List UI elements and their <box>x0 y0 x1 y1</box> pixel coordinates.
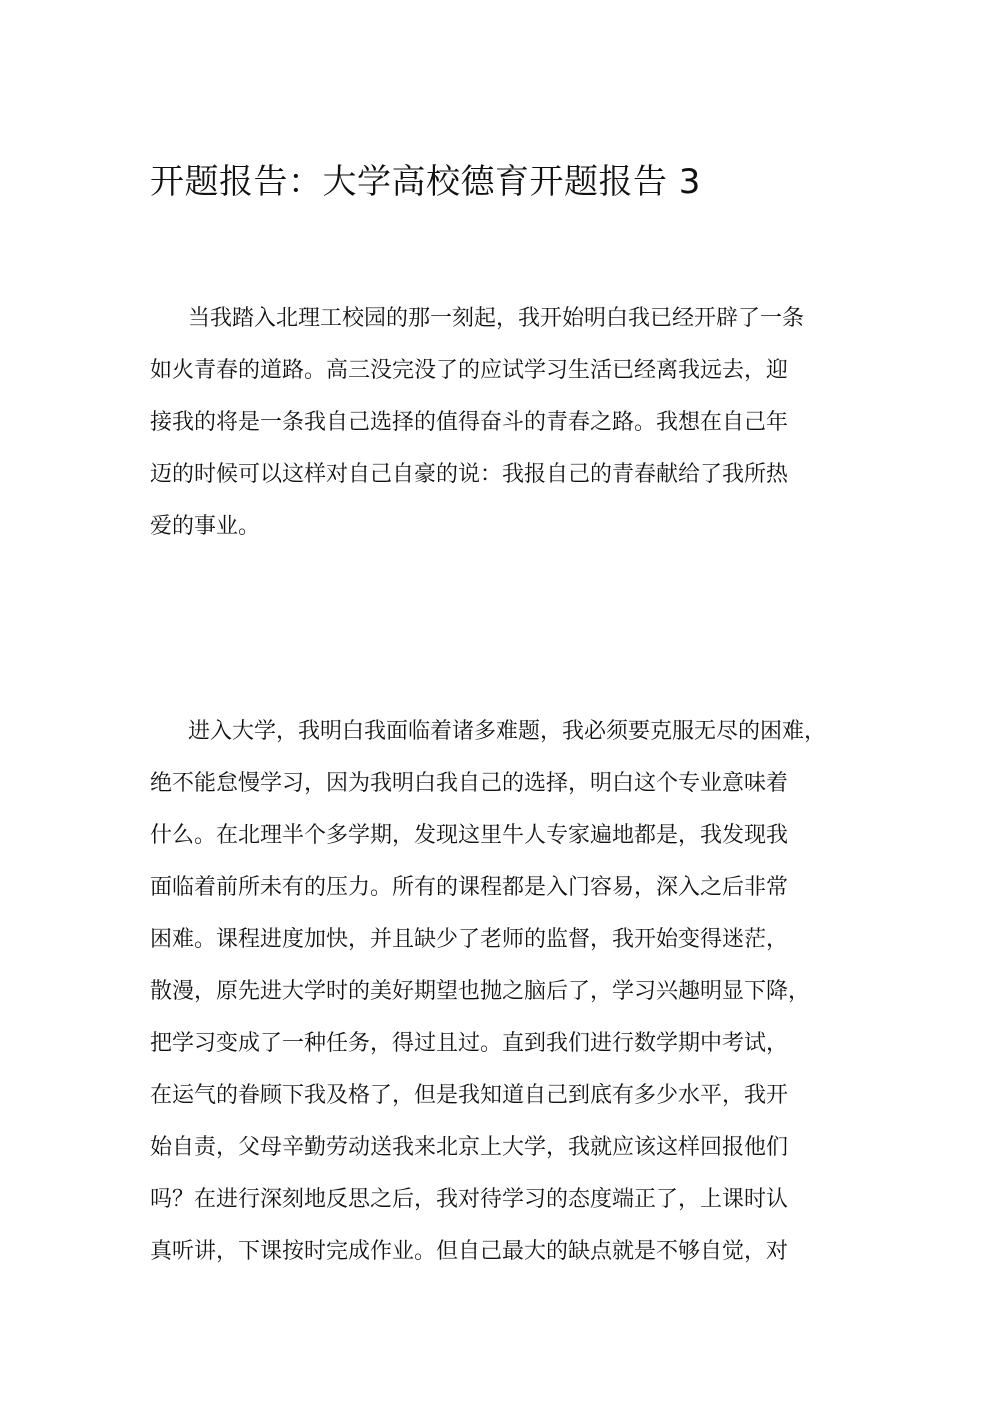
text-line: 当我踏入北理工校园的那一刻起，我开始明白我已经开辟了一条 <box>188 306 805 331</box>
text-line: 面临着前所未有的压力。所有的课程都是入门容易，深入之后非常 <box>150 875 789 900</box>
paragraph-1 <box>150 293 840 553</box>
text-line: 困难。课程进度加快，并且缺少了老师的监督，我开始变得迷茫， <box>150 927 789 952</box>
text-line: 把学习变成了一种任务，得过且过。直到我们进行数学期中考试， <box>150 1031 789 1056</box>
text-line: 爱的事业。 <box>150 514 261 539</box>
text-line: 如火青春的道路。高三没完没了的应试学习生活已经离我远去，迎 <box>150 358 789 383</box>
text-line: 什么。在北理半个多学期，发现这里牛人专家遍地都是，我发现我 <box>150 823 789 848</box>
text-line: 吗？在进行深刻地反思之后，我对待学习的态度端正了，上课时认 <box>150 1187 789 1212</box>
paragraph-2 <box>150 706 840 1278</box>
text-line: 接我的将是一条我自己选择的值得奋斗的青春之路。我想在自己年 <box>150 410 789 435</box>
text-line: 散漫，原先进大学时的美好期望也抛之脑后了，学习兴趣明显下降， <box>150 979 811 1004</box>
text-line: 绝不能怠慢学习，因为我明白我自己的选择，明白这个专业意味着 <box>150 771 789 796</box>
text-line: 真听讲，下课按时完成作业。但自己最大的缺点就是不够自觉，对 <box>150 1239 789 1264</box>
text-line: 迈的时候可以这样对自己自豪的说：我报自己的青春献给了我所热 <box>150 462 789 487</box>
text-line: 进入大学，我明白我面临着诸多难题，我必须要克服无尽的困难， <box>188 719 827 744</box>
document-title: 开题报告：大学高校德育开题报告 3 <box>150 162 701 202</box>
text-line: 在运气的眷顾下我及格了，但是我知道自己到底有多少水平，我开 <box>150 1083 789 1108</box>
text-line: 始自责，父母辛勤劳动送我来北京上大学，我就应该这样回报他们 <box>150 1135 789 1160</box>
